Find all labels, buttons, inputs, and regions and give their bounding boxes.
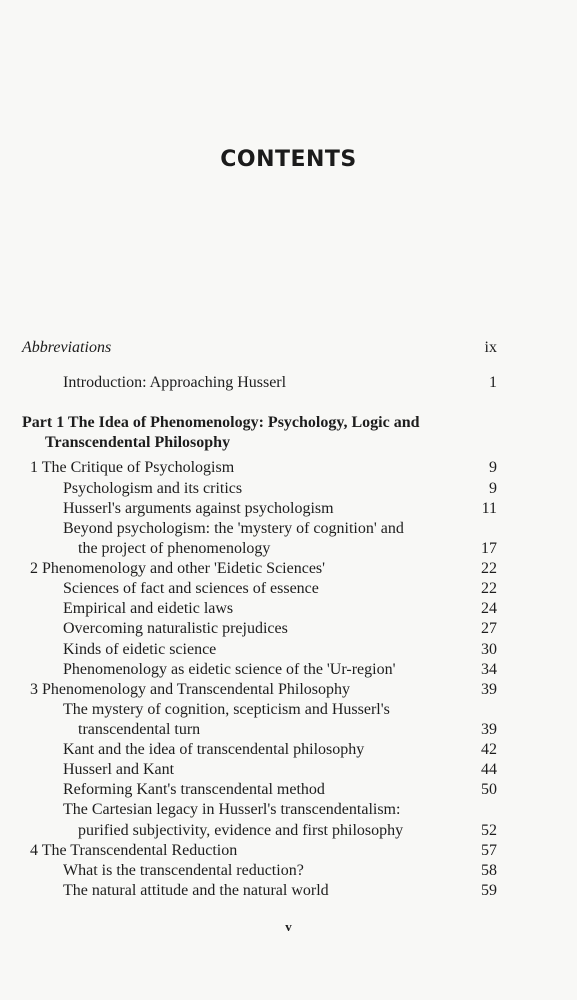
toc-entry-title: 3 Phenomenology and Transcendental Philosophy [30,681,350,698]
toc-entry-page: 27 [481,620,497,637]
toc-entry-title: 4 The Transcendental Reduction [30,842,238,859]
toc-entry-title: What is the transcendental reduction? [63,862,304,879]
toc-entry [0,413,577,433]
toc-entry [0,780,577,800]
toc-entry [0,660,577,680]
toc-entry [0,458,577,478]
toc-entry [0,599,577,619]
toc-entry-title: Husserl and Kant [63,761,175,778]
toc-entry-title: Psychologism and its critics [63,480,243,497]
toc-entry-page: 42 [481,741,497,758]
toc-entry-page: 34 [481,661,497,678]
toc-entry-title: The natural attitude and the natural world [63,882,329,899]
toc-entry-page: 58 [481,862,497,879]
toc-entry-page: 17 [481,540,497,557]
toc-entry-page: 57 [481,842,497,859]
toc-entry-title: the project of phenomenology [78,540,271,557]
toc-entry-title: 1 The Critique of Psychologism [30,459,235,476]
toc-entry [0,479,577,499]
toc-entry [0,539,577,559]
toc-entry [0,841,577,861]
toc-entry [0,640,577,660]
toc-entry-title: The mystery of cognition, scepticism and Husserl's [63,701,390,718]
toc-entry-page: ix [484,339,497,356]
toc-entry [0,760,577,780]
toc-entry-title: 2 Phenomenology and other 'Eidetic Sciences' [30,560,326,577]
toc-entry-page: 9 [489,480,497,497]
toc-entry-page: 39 [481,681,497,698]
toc-entry-title: The Cartesian legacy in Husserl's transcendentalism: [63,801,401,818]
toc-entry [0,619,577,639]
toc-entry-page: 22 [481,560,497,577]
toc-entry [0,519,577,539]
toc-entry-title: Kant and the idea of transcendental philosophy [63,741,365,758]
toc-entry [0,499,577,519]
page-title: CONTENTS [220,147,357,172]
toc-entry-page: 1 [489,374,497,391]
toc-entry-title: Empirical and eidetic laws [63,600,234,617]
toc-entry [0,821,577,841]
toc-entry-title: Kinds of eidetic science [63,641,217,658]
toc-entry-title: Reforming Kant's transcendental method [63,781,325,798]
toc-entry-page: 22 [481,580,497,597]
toc-entry [0,700,577,720]
toc-entry [0,800,577,820]
toc-entry [0,720,577,740]
toc-entry-page: 39 [481,721,497,738]
toc-entry-page: 9 [489,459,497,476]
toc-entry-page: 24 [481,600,497,617]
toc-entry-title: purified subjectivity, evidence and first philosophy [78,822,404,839]
toc-entry-page: 11 [481,500,497,517]
toc-entry [0,338,577,358]
toc-entry-page: 44 [481,761,497,778]
toc-entry-title: Sciences of fact and sciences of essence [63,580,319,597]
toc-entry [0,559,577,579]
toc-entry-title: Phenomenology as eidetic science of the 'Ur-region' [63,661,396,678]
toc-entry-page: 50 [481,781,497,798]
toc-entry-title: Transcendental Philosophy [45,434,231,451]
toc-entry-title: Beyond psychologism: the 'mystery of cognition' and [63,520,404,537]
toc-entry-page: 59 [481,882,497,899]
toc-entry-title: Abbreviations [22,339,112,356]
toc-entry [0,433,577,453]
toc-entry [0,740,577,760]
toc-entry-title: Part 1 The Idea of Phenomenology: Psychology, Logic and [22,414,420,431]
toc-entry-page: 30 [481,641,497,658]
toc-entry-page: 52 [481,822,497,839]
page-folio: v [285,919,292,934]
toc-entry-title: transcendental turn [78,721,201,738]
toc-entry-title: Husserl's arguments against psychologism [63,500,334,517]
toc-entry-title: Introduction: Approaching Husserl [63,374,287,391]
toc-entry [0,861,577,881]
toc-entry [0,680,577,700]
toc-entry [0,881,577,901]
toc-entry-title: Overcoming naturalistic prejudices [63,620,288,637]
toc-entry [0,579,577,599]
toc-entry [0,373,577,393]
